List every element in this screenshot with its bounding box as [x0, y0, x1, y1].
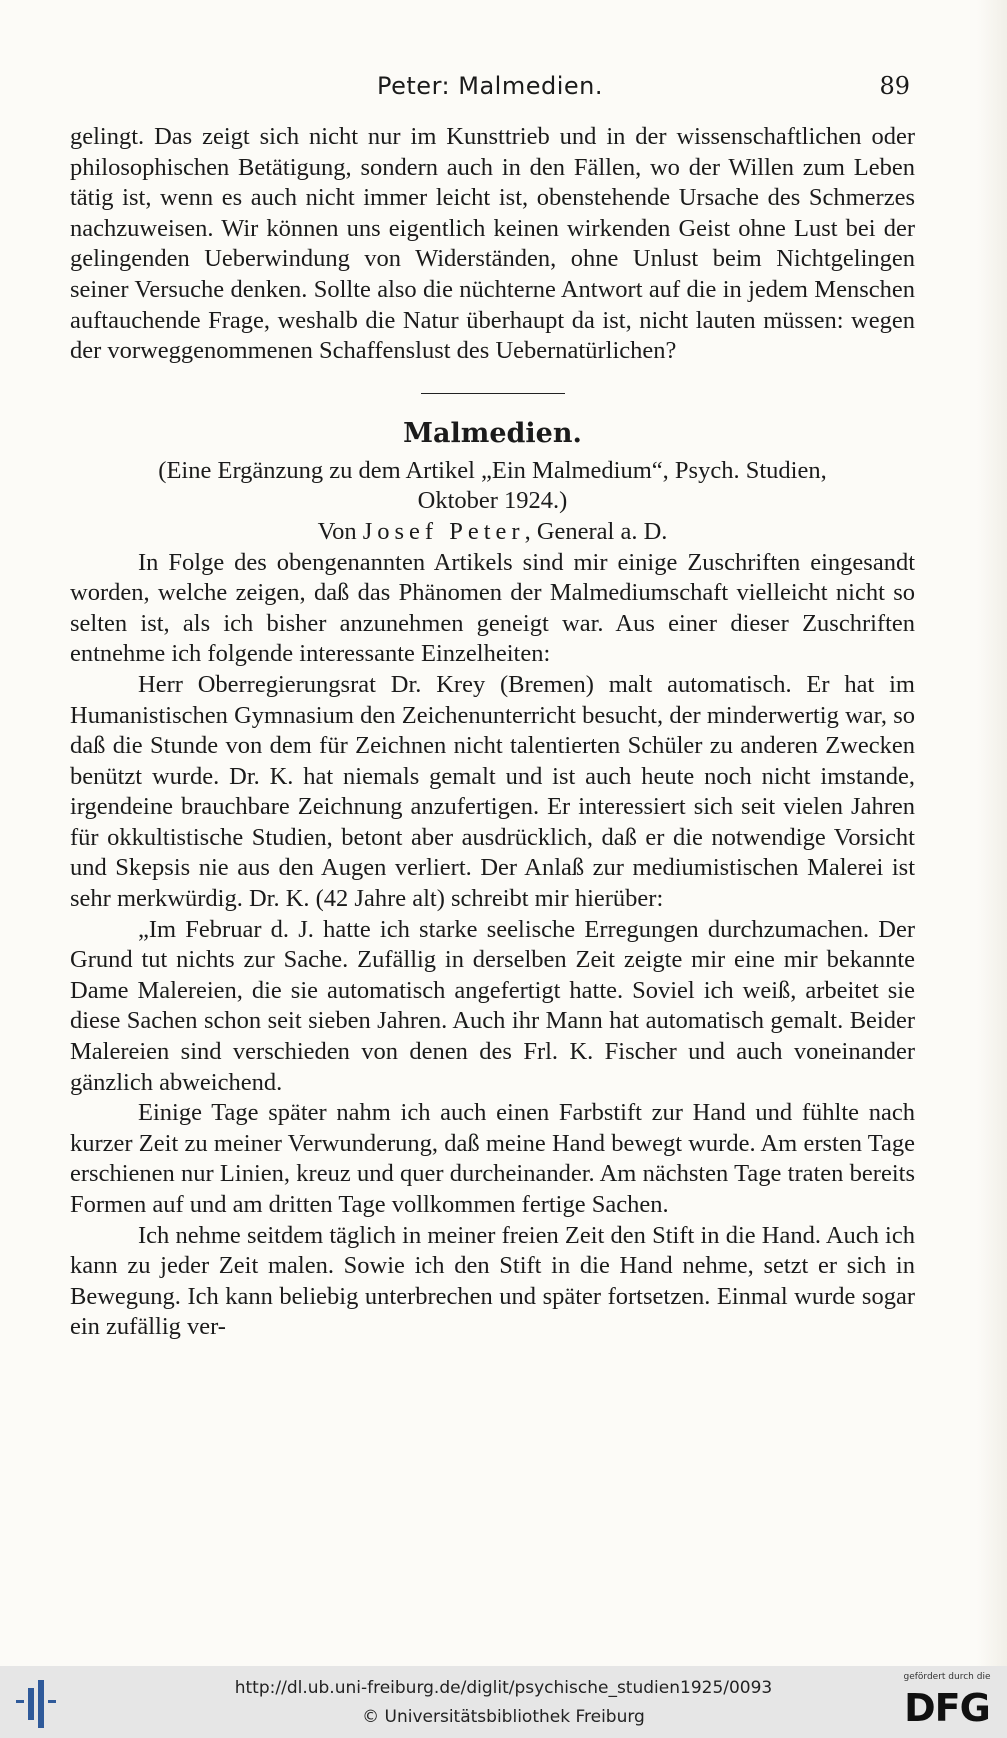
subtitle-line-1: (Eine Ergänzung zu dem Artikel „Ein Malmedium“, Psych. Studien, — [158, 456, 827, 484]
dfg-funding-label: gefördert durch die — [903, 1672, 991, 1682]
copyright-notice: © Universitätsbibliothek Freiburg — [362, 1707, 645, 1727]
byline-prefix: Von — [317, 517, 357, 545]
byline-suffix: , General a. D. — [524, 517, 668, 545]
paragraph-2: Herr Oberregierungsrat Dr. Krey (Bremen) malt automatisch. Er hat im Humanistischen Gymnasium den Zeichenunterricht besucht, der minderwertig war, so daß die Stunde von dem für Zeichnen nicht talentierten Schüler zu anderen Zwecken benützt wurde. Dr. K. hat niemals gemalt und ist auch heute noch nicht imstande, irgendeine brauchbare Zeichnung anzufertigen. Er interessiert sich seit vielen Jahren für okkultistische Studien, betont aber ausdrücklich, daß er die notwendige Vorsicht und Skepsis nie aus den Augen verliert. Der Anlaß zur mediumistischen Malerei ist sehr merkwürdig. Dr. K. (42 Jahre alt) schreibt mir hierüber: — [70, 670, 915, 913]
running-title: Peter: Malmedien. — [377, 72, 603, 100]
article-title: Malmedien. — [403, 417, 582, 449]
paragraph-3: „Im Februar d. J. hatte ich starke seelische Erregungen durchzumachen. Der Grund tut nichts zur Sache. Zufällig in derselben Zeit zeigte mir eine mir bekannte Dame Malereien, die sie automatisch angefertigt hatte. Soviel ich weiß, arbeitet sie diese Sachen schon seit sieben Jahren. Auch ihr Mann hat automatisch gemalt. Beider Malereien sind verschieden von denen des Frl. K. Fischer und auch voneinander gänzlich abweichend. — [70, 915, 915, 1096]
subtitle-line-2: Oktober 1924.) — [417, 487, 568, 515]
section-divider — [421, 393, 565, 394]
page-edge-shadow — [977, 0, 1007, 1666]
dfg-logo[interactable]: DFG — [904, 1686, 990, 1730]
viewer-footer — [0, 1666, 1007, 1738]
paragraph-5: Ich nehme seitdem täglich in meiner freien Zeit den Stift in die Hand. Auch ich kann zu jeder Zeit malen. Sowie ich den Stift in die Hand nehme, setzt er sich in Bewegung. Ich kann beliebig unterbrechen und später fortsetzen. Einmal wurde sogar ein zufällig ver- — [70, 1221, 915, 1341]
byline — [70, 517, 915, 548]
intro-paragraph: gelingt. Das zeigt sich nicht nur im Kunsttrieb und in der wissenschaftlichen oder philosophischen Betätigung, sondern auch in den Fällen, wo der Willen zum Leben tätig ist, wenn es auch nicht immer leicht ist, obenstehende Ursache des Schmerzes nachzuweisen. Wir können uns eigentlich keinen wirkenden Geist ohne Lust bei der gelingenden Ueberwindung von Widerständen, ohne Unlust beim Nichtgelingen seiner Versuche denken. Sollte also die nüchterne Antwort auf die in jedem Menschen auftauchende Frage, weshalb die Natur überhaupt da ist, nicht lauten müssen: wegen der vorweggenommenen Schaffenslust des Uebernatürlichen? — [70, 123, 915, 365]
permalink-url[interactable]: http://dl.ub.uni-freiburg.de/diglit/psychische_studien1925/0093 — [234, 1678, 773, 1698]
article-body — [70, 122, 915, 1343]
author-name: Josef Peter — [362, 517, 525, 545]
page-header — [70, 72, 910, 108]
paragraph-1: In Folge des obengenannten Artikels sind mir einige Zuschriften eingesandt worden, welche zeigen, daß das Phänomen der Malmediumschaft vielleicht nicht so selten ist, als ich bisher anzunehmen geneigt war. Aus einer dieser Zuschriften entnehme ich folgende interessante Einzelheiten: — [70, 548, 915, 668]
page-number: 89 — [879, 72, 910, 100]
paragraph-4: Einige Tage später nahm ich auch einen Farbstift zur Hand und fühlte nach kurzer Zeit zu meiner Verwunderung, daß meine Hand bewegt wurde. Am ersten Tage erschienen nur Linien, kreuz und quer durcheinander. Am nächsten Tage traten bereits Formen auf und am dritten Tage vollkommen fertige Sachen. — [70, 1099, 915, 1218]
